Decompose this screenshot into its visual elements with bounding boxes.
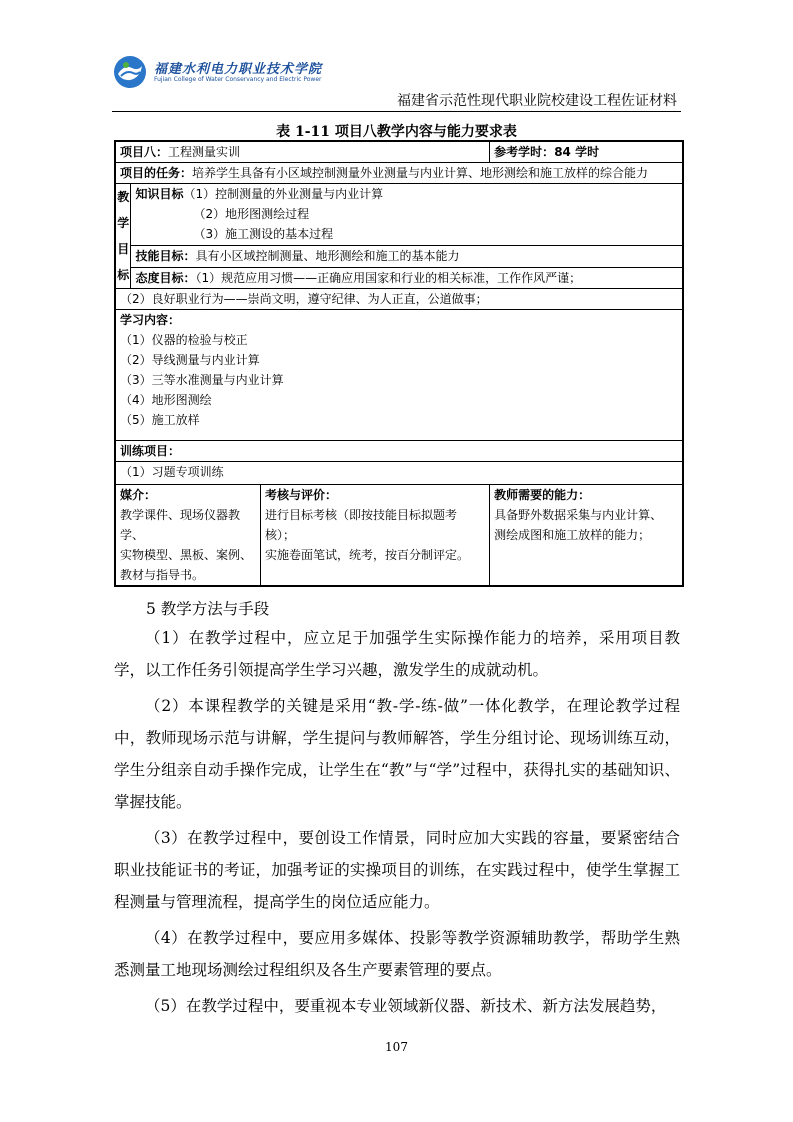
project-requirements-table (114, 140, 684, 587)
training-label-cell: 训练项目： (115, 441, 683, 462)
attitude-objectives-cell: 态度目标：（1）规范应用习惯——正确应用国家和行业的相关标准，工作作风严谨； (131, 267, 683, 288)
body-paragraphs (114, 622, 680, 1022)
table-caption: 表 1-11 项目八教学内容与能力要求表 (276, 124, 517, 140)
logo-text: 福建水利电力职业技术学院 (154, 62, 323, 77)
teacher-ability-cell: 教师需要的能力： 具备野外数据采集与内业计算、 测绘成图和施工放样的能力； (490, 485, 683, 587)
header-rule (112, 111, 681, 112)
skill-objectives-cell: 技能目标：具有小区域控制测量、地形测绘和施工的基本能力 (131, 246, 683, 267)
list-item: （3）三等水准测量与内业计算 (120, 373, 284, 387)
list-item: （1）仪器的检验与校正 (120, 333, 248, 347)
college-emblem-icon (112, 54, 148, 90)
list-item: （4）地形图测绘 (120, 393, 212, 407)
logo-subtext: Fujian College of Water Conservancy and Electric Power (154, 76, 322, 83)
attitude-continuation-cell: （2）良好职业行为——崇尚文明，遵守纪律、为人正直，公道做事； (115, 289, 683, 310)
list-item: （2）导线测量与内业计算 (120, 353, 260, 367)
objectives-side-label: 教 学 目 标 (115, 184, 131, 289)
knowledge-objectives-cell: 知识目标（1）控制测量的外业测量与内业计算 （2）地形图测绘过程 （3）施工测设的基本过程 (131, 184, 683, 246)
college-logo (112, 50, 323, 96)
section-heading: 5 教学方法与手段 (146, 600, 270, 618)
paragraph: （5）在教学过程中，要重视本专业领域新仪器、新技术、新方法发展趋势， (145, 997, 667, 1015)
paragraph: （4）在教学过程中，要应用多媒体、投影等教学资源辅助教学，帮助学生熟悉测量工地现场测绘过程组织及各生产要素管理的要点。 (114, 929, 680, 979)
assessment-cell: 考核与评价： 进行目标考核（即按技能目标拟题考核）； 实施卷面笔试，统考，按百分制评定。 (261, 485, 490, 587)
list-item: （1）习题专项训练 (120, 465, 224, 479)
training-items-cell (115, 462, 683, 485)
document-header-title: 福建省示范性现代职业院校建设工程佐证材料 (397, 93, 677, 109)
paragraph: （1）在教学过程中，应立足于加强学生实际操作能力的培养，采用项目教学，以工作任务引领提高学生学习兴趣，激发学生的成就动机。 (114, 629, 680, 679)
learning-content-cell: 学习内容： （1）仪器的检验与校正 （2）导线测量与内业计算 （3）三等水准测量与内业计算 （4）地形图测绘 （5）施工放样 (115, 310, 683, 441)
hours-cell: 参考学时：84 学时 (490, 141, 683, 163)
task-cell: 项目的任务：培养学生具备有小区域控制测量外业测量与内业计算、地形测绘和施工放样的综合能力 (115, 163, 683, 184)
list-item: （5）施工放样 (120, 413, 200, 427)
paragraph: （3）在教学过程中，要创设工作情景，同时应加大实践的容量，要紧密结合职业技能证书的考证，加强考证的实操项目的训练，在实践过程中，使学生掌握工程测量与管理流程，提高学生的岗位适应能力。 (114, 829, 680, 911)
media-cell: 媒介： 教学课件、现场仪器教学、 实物模型、黑板、案例、 教材与指导书。 (115, 485, 261, 587)
project-cell: 项目八：工程测量实训 (115, 141, 490, 163)
page-number: 107 (385, 1040, 408, 1054)
paragraph: （2）本课程教学的关键是采用“教-学-练-做”一体化教学，在理论教学过程中，教师现场示范与讲解，学生提问与教师解答，学生分组讨论、现场训练互动，学生分组亲自动手操作完成，让学生在“教”与“学”过程中，获得扎实的基础知识、掌握技能。 (114, 697, 680, 811)
